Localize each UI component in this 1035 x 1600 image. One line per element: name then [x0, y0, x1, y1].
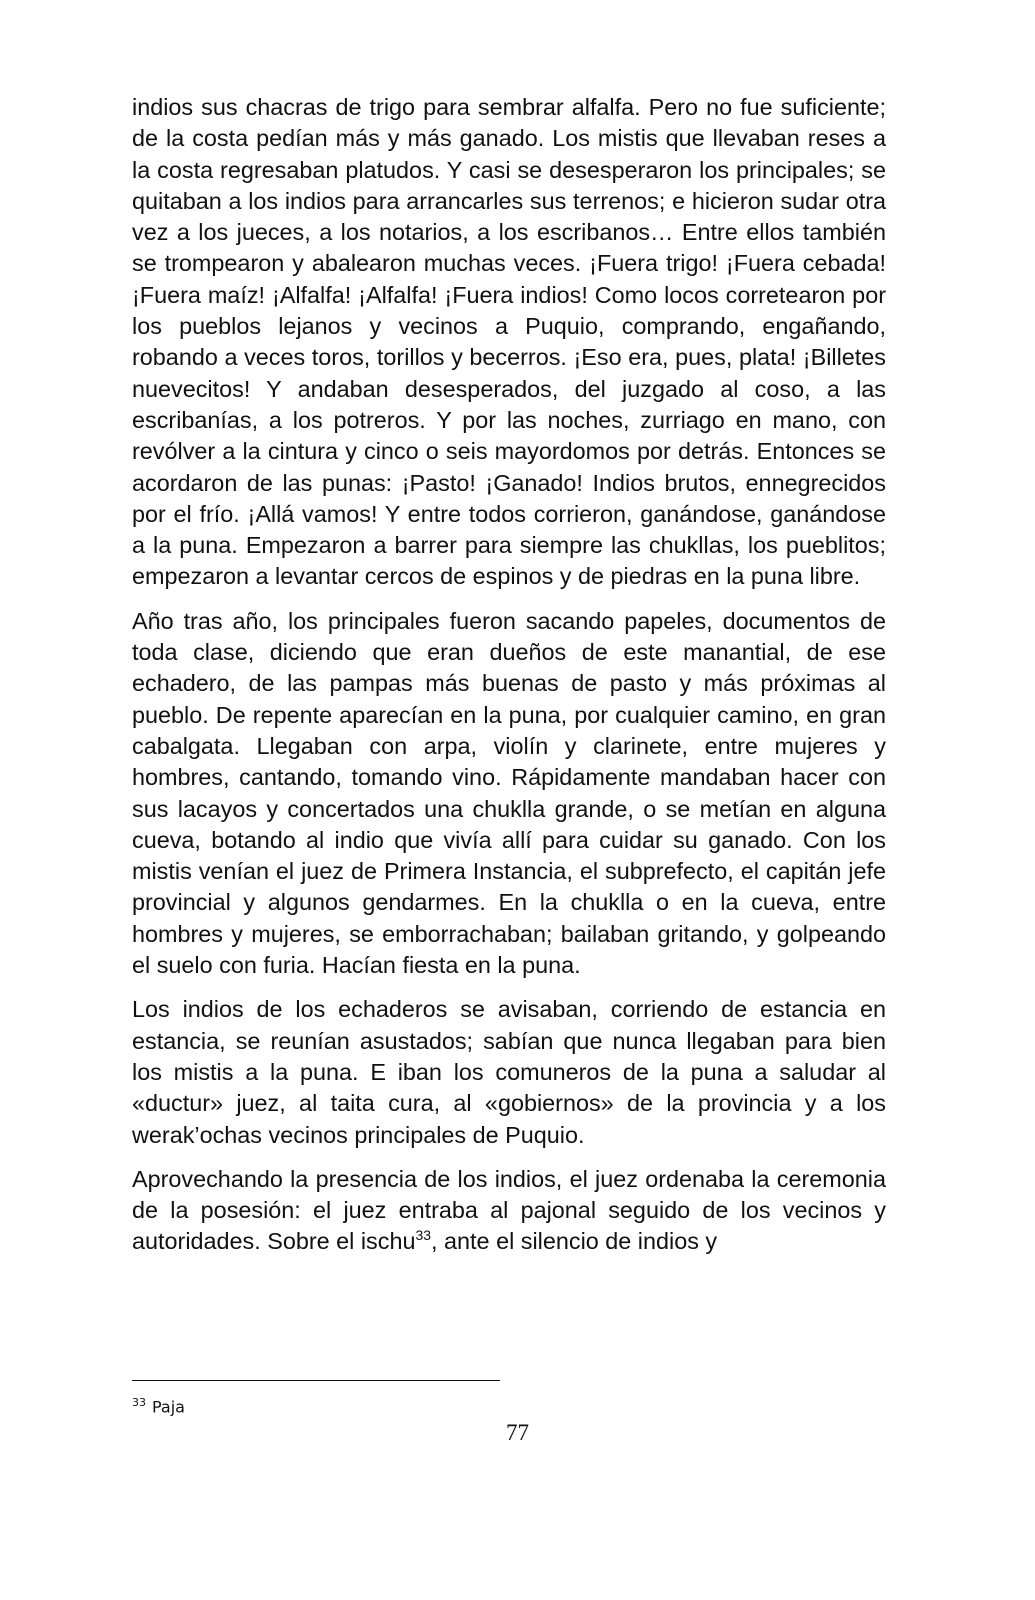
- paragraph-text-continued: , ante el silencio de indios y: [431, 1228, 718, 1255]
- paragraph: Los indios de los echaderos se avisaban, corriendo de estancia en estancia, se reunían asustados; sabían que nunca llegaban para bien los mistis a la puna. E iban los comuneros de la puna a saludar al «ductur» juez, al taita cura, al «gobiernos» de la provincia y a los werak’ochas vecinos principales de Puquio.: [132, 996, 886, 1148]
- paragraph: Año tras año, los principales fueron sacando papeles, documentos de toda clase, diciendo que eran dueños de este manantial, de ese echadero, de las pampas más buenas de pasto y más próximas al pueblo. De repente aparecían en la puna, por cualquier camino, en gran cabalgata. Llegaban con arpa, violín y clarinete, entre mujeres y hombres, cantando, tomando vino. Rápidamente mandaban hacer con sus lacayos y concertados una chuklla grande, o se metían en alguna cueva, botando al indio que vivía allí para cuidar su ganado. Con los mistis venían el juez de Primera Instancia, el subprefecto, el capitán jefe provincial y algunos gendarmes. En la chuklla o en la cueva, entre hombres y mujeres, se emborrachaban; bailaban gritando, y golpeando el suelo con furia. Hacían fiesta en la puna.: [132, 607, 886, 979]
- footnote: [132, 1396, 185, 1416]
- footnote-text: Paja: [152, 1397, 185, 1417]
- paragraph: indios sus chacras de trigo para sembrar alfalfa. Pero no fue suficiente; de la costa pedían más y más ganado. Los mistis que llevaban reses a la costa regresaban platudos. Y casi se desesperaron los principales; se quitaban a los indios para arrancarles sus terrenos; e hicieron sudar otra vez a los jueces, a los notarios, a los escribanos… Entre ellos también se trompearon y abalearon muchas veces. ¡Fuera trigo! ¡Fuera cebada! ¡Fuera maíz! ¡Alfalfa! ¡Alfalfa! ¡Fuera indios! Como locos corretearon por los pueblos lejanos y vecinos a Puquio, comprando, engañando, robando a veces toros, torillos y becerros. ¡Eso era, pues, plata! ¡Billetes nuevecitos! Y andaban desesperados, del juzgado al coso, a las escribanías, a los potreros. Y por las noches, zurriago en mano, con revólver a la cintura y cinco o seis mayordomos por detrás. Entonces se acordaron de las punas: ¡Pasto! ¡Ganado! Indios brutos, ennegrecidos por el frío. ¡Allá vamos! Y entre todos corrieron, ganándose, ganándose a la puna. Empezaron a barrer para siempre las chukllas, los pueblitos; empezaron a levantar cercos de espinos y de piedras en la puna libre.: [132, 94, 886, 590]
- body-text: [132, 92, 886, 1271]
- footnote-number: 33: [132, 1396, 146, 1409]
- footnote-separator: [132, 1380, 500, 1381]
- footnote-reference[interactable]: 33: [415, 1227, 432, 1244]
- page-number: 77: [506, 1420, 529, 1445]
- paragraph-text: Aprovechando la presencia de los indios, el juez ordenaba la ceremonia de la posesión: el juez entraba al pajonal seguido de los vecinos y autoridades. Sobre el ischu: [132, 1165, 886, 1255]
- paragraph-last: [132, 1164, 886, 1258]
